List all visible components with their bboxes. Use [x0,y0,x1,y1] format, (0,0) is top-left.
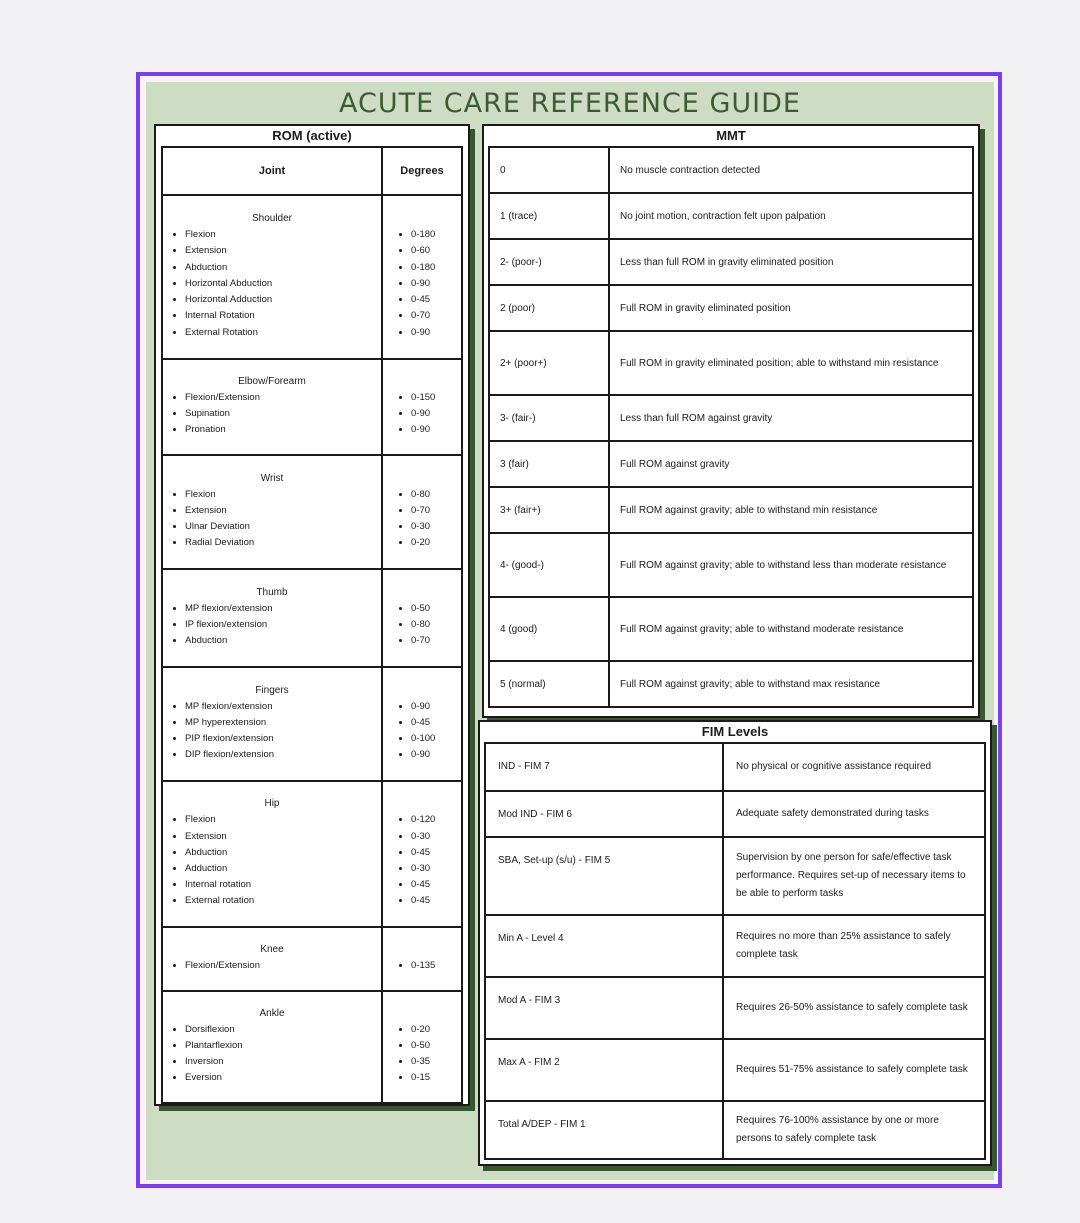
fim-row [485,915,985,977]
rom-degree: • 0-90 [411,422,457,438]
fim-row [485,791,985,837]
rom-degree-list [395,390,457,439]
rom-motion: • PIP flexion/extension [185,731,375,747]
rom-degree: • 0-60 [411,243,457,259]
rom-degree: • 0-20 [411,535,457,551]
fim-level: Max A - FIM 2 [485,1039,723,1101]
fim-row [485,1101,985,1159]
rom-degree: • 0-90 [411,747,457,763]
mmt-row [489,487,973,533]
fim-table-body [485,743,985,1159]
rom-header-row [162,147,462,195]
rom-joint-cell [162,667,382,781]
rom-motion: • Adduction [185,861,375,877]
rom-degrees-cell [382,359,462,455]
rom-degree: • 0-90 [411,406,457,422]
mmt-description: Full ROM in gravity eliminated position; able to withstand min resistance [609,331,973,395]
rom-title: ROM (active) [272,128,352,143]
rom-motion: • Abduction [185,845,375,861]
fim-description: Adequate safety demonstrated during tasks [723,791,985,837]
mmt-grade: 3+ (fair+) [489,487,609,533]
mmt-description: Less than full ROM in gravity eliminated position [609,239,973,285]
rom-degrees-spacer [395,213,457,224]
rom-joint-name: Elbow/Forearm [238,375,306,387]
rom-joint-name: Shoulder [251,213,293,225]
mmt-description: Full ROM against gravity; able to withstand max resistance [609,661,973,707]
rom-degree: • 0-45 [411,893,457,909]
mmt-description: Full ROM against gravity; able to withstand moderate resistance [609,597,973,661]
mmt-description: Full ROM against gravity [609,441,973,487]
rom-motion-list [169,812,375,909]
rom-degrees-cell [382,991,462,1103]
rom-motion: • Internal rotation [185,877,375,893]
rom-degrees-spacer [395,1008,457,1019]
rom-degree: • 0-70 [411,308,457,324]
rom-degree: • 0-45 [411,292,457,308]
rom-motion: • External Rotation [185,325,375,341]
rom-motion-list [169,958,375,974]
rom-motion: • Radial Deviation [185,535,375,551]
rom-motion-list [169,601,375,650]
rom-motion: • External rotation [185,893,375,909]
mmt-grade: 4- (good-) [489,533,609,597]
rom-row [162,667,462,781]
rom-joint-name: Fingers [255,684,289,696]
rom-motion-list [169,699,375,764]
rom-joint-cell [162,455,382,569]
rom-motion: • Flexion/Extension [185,390,375,406]
rom-motion: • Flexion [185,812,375,828]
rom-degree-list [395,487,457,552]
rom-motion-list [169,227,375,340]
rom-degree: • 0-180 [411,227,457,243]
rom-degrees-spacer [395,376,457,387]
rom-degrees-cell [382,195,462,359]
rom-motion: • Extension [185,829,375,845]
rom-degree-list [395,1022,457,1087]
rom-motion: • Flexion [185,487,375,503]
mmt-row [489,147,973,193]
rom-degree: • 0-180 [411,260,457,276]
fim-title: FIM Levels [701,724,769,739]
page-title: ACUTE CARE REFERENCE GUIDE [339,88,801,119]
rom-row [162,455,462,569]
rom-joint-name: Knee [260,943,284,955]
rom-motion: • Flexion [185,227,375,243]
fim-level: IND - FIM 7 [485,743,723,791]
rom-table-body [162,195,462,1103]
rom-degree: • 0-45 [411,715,457,731]
rom-row [162,991,462,1103]
mmt-row [489,441,973,487]
rom-joint-cell [162,195,382,359]
rom-motion: • Eversion [185,1070,375,1086]
rom-motion: • Horizontal Abduction [185,276,375,292]
fim-description: Requires no more than 25% assistance to safely complete task [723,915,985,977]
rom-degree: • 0-90 [411,699,457,715]
rom-motion: • Horizontal Adduction [185,292,375,308]
mmt-description: Less than full ROM against gravity [609,395,973,441]
rom-degree: • 0-50 [411,601,457,617]
rom-degree-list [395,227,457,340]
rom-motion: • Supination [185,406,375,422]
rom-degrees-spacer [395,944,457,955]
rom-degree-list [395,958,457,974]
rom-motion: • DIP flexion/extension [185,747,375,763]
fim-level: Mod IND - FIM 6 [485,791,723,837]
rom-degrees-spacer [395,685,457,696]
mmt-row [489,395,973,441]
rom-motion: • Dorsiflexion [185,1022,375,1038]
rom-motion-list [169,487,375,552]
rom-joint-header: Joint [162,147,382,195]
mmt-row [489,193,973,239]
fim-level: SBA, Set-up (s/u) - FIM 5 [485,837,723,915]
mmt-grade: 3- (fair-) [489,395,609,441]
rom-row [162,927,462,991]
fim-description: Requires 76-100% assistance by one or more persons to safely complete task [723,1101,985,1159]
mmt-description: No muscle contraction detected [609,147,973,193]
fim-level: Mod A - FIM 3 [485,977,723,1039]
mmt-row [489,533,973,597]
fim-description: No physical or cognitive assistance required [723,743,985,791]
rom-degree: • 0-50 [411,1038,457,1054]
rom-row [162,781,462,927]
fim-level: Min A - Level 4 [485,915,723,977]
rom-degree: • 0-90 [411,325,457,341]
rom-degree: • 0-150 [411,390,457,406]
mmt-row [489,597,973,661]
rom-degree: • 0-15 [411,1070,457,1086]
rom-degrees-cell [382,569,462,667]
rom-joint-cell [162,991,382,1103]
rom-motion: • Flexion/Extension [185,958,375,974]
rom-joint-cell [162,927,382,991]
rom-degree: • 0-120 [411,812,457,828]
mmt-table-body [489,147,973,707]
rom-degree: • 0-20 [411,1022,457,1038]
rom-degree-list [395,812,457,909]
fim-description: Requires 51-75% assistance to safely complete task [723,1039,985,1101]
rom-joint-name: Wrist [260,472,284,484]
rom-degree: • 0-80 [411,487,457,503]
fim-description: Requires 26-50% assistance to safely complete task [723,977,985,1039]
rom-degrees-cell [382,667,462,781]
rom-joint-name: Hip [264,798,280,810]
mmt-grade: 2+ (poor+) [489,331,609,395]
rom-motion: • Abduction [185,633,375,649]
mmt-title: MMT [716,128,746,143]
rom-motion: • Ulnar Deviation [185,519,375,535]
mmt-description: Full ROM in gravity eliminated position [609,285,973,331]
mmt-grade: 3 (fair) [489,441,609,487]
mmt-grade: 5 (normal) [489,661,609,707]
fim-row [485,1039,985,1101]
rom-joint-cell [162,569,382,667]
rom-joint-name: Ankle [259,1007,285,1019]
rom-motion-list [169,390,375,439]
mmt-panel [482,124,980,718]
rom-joint-cell [162,359,382,455]
rom-degree: • 0-35 [411,1054,457,1070]
rom-row [162,195,462,359]
rom-degree: • 0-30 [411,861,457,877]
rom-motion: • Internal Rotation [185,308,375,324]
mmt-row [489,285,973,331]
rom-motion: • Inversion [185,1054,375,1070]
rom-motion: • Extension [185,243,375,259]
rom-motion: • MP flexion/extension [185,699,375,715]
mmt-description: Full ROM against gravity; able to withstand min resistance [609,487,973,533]
rom-motion: • MP flexion/extension [185,601,375,617]
mmt-grade: 2- (poor-) [489,239,609,285]
mmt-grade: 4 (good) [489,597,609,661]
rom-motion: • Pronation [185,422,375,438]
rom-motion: • MP hyperextension [185,715,375,731]
mmt-description: Full ROM against gravity; able to withstand less than moderate resistance [609,533,973,597]
rom-degrees-header: Degrees [382,147,462,195]
rom-joint-name: Thumb [256,586,288,598]
mmt-grade: 1 (trace) [489,193,609,239]
mmt-grade: 0 [489,147,609,193]
rom-degree: • 0-100 [411,731,457,747]
rom-degree: • 0-30 [411,519,457,535]
mmt-grade: 2 (poor) [489,285,609,331]
mmt-row [489,661,973,707]
rom-degree: • 0-45 [411,845,457,861]
rom-degree-list [395,601,457,650]
rom-motion: • Plantarflexion [185,1038,375,1054]
rom-degree-list [395,699,457,764]
rom-degrees-cell [382,927,462,991]
rom-joint-cell [162,781,382,927]
fim-row [485,977,985,1039]
rom-degree: • 0-80 [411,617,457,633]
fim-level: Total A/DEP - FIM 1 [485,1101,723,1159]
rom-degree: • 0-90 [411,276,457,292]
fim-panel [478,720,992,1166]
rom-row [162,569,462,667]
fim-row [485,743,985,791]
mmt-description: No joint motion, contraction felt upon palpation [609,193,973,239]
fim-row [485,837,985,915]
rom-degree: • 0-135 [411,958,457,974]
rom-motion: • IP flexion/extension [185,617,375,633]
fim-description: Supervision by one person for safe/effective task performance. Requires set-up of necessary items to be able to perform tasks [723,837,985,915]
rom-degree: • 0-70 [411,633,457,649]
rom-degree: • 0-30 [411,829,457,845]
rom-degrees-spacer [395,587,457,598]
rom-panel [154,124,470,1106]
mmt-row [489,239,973,285]
rom-degree: • 0-70 [411,503,457,519]
rom-degrees-cell [382,455,462,569]
rom-motion: • Extension [185,503,375,519]
rom-row [162,359,462,455]
rom-motion: • Abduction [185,260,375,276]
rom-degrees-cell [382,781,462,927]
rom-degrees-spacer [395,473,457,484]
rom-motion-list [169,1022,375,1087]
rom-degrees-spacer [395,798,457,809]
rom-table [161,146,463,1104]
mmt-table [488,146,974,708]
rom-degree: • 0-45 [411,877,457,893]
mmt-row [489,331,973,395]
fim-table [484,742,986,1160]
